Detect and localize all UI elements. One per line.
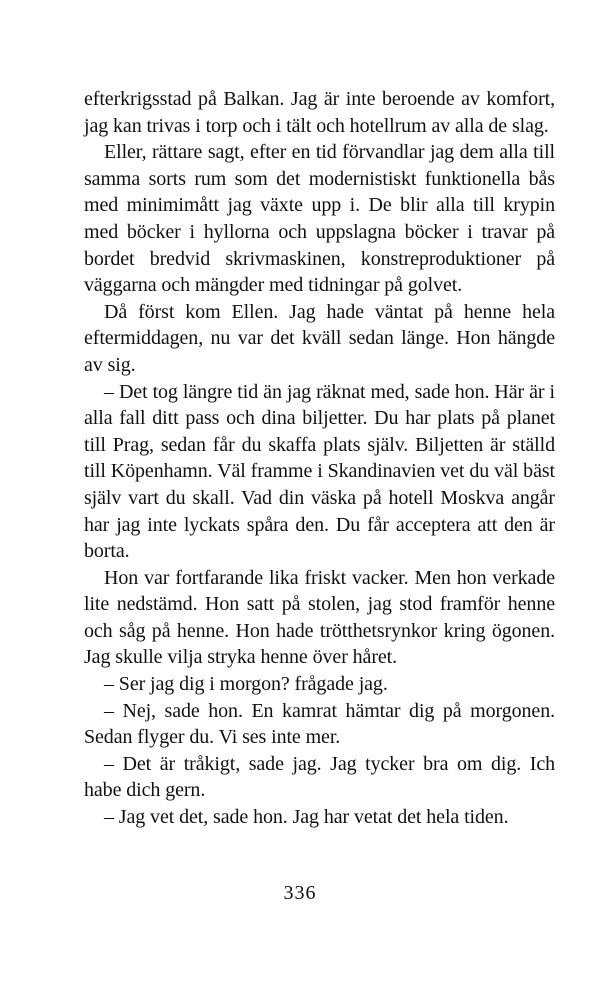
paragraph: – Det tog längre tid än jag räknat med, sade hon. Här är i alla fall ditt pass och dina biljetter. Du har plats på planet till Prag, sedan får du skaffa plats själv. Biljetten är ställd till Köpenhamn. Väl framme i Skandinavien vet du väl bäst själv vart du skall. Vad din väska på hotell Moskva angår har jag inte lyckats spåra den. Du får acceptera att den är borta. (84, 380, 555, 563)
paragraph: – Det är tråkigt, sade jag. Jag tycker bra om dig. Ich habe dich gern. (84, 752, 555, 802)
body-text (84, 86, 555, 831)
paragraph: efterkrigsstad på Balkan. Jag är inte beroende av komfort, jag kan trivas i torp och i tält och hotellrum av alla de slag. (84, 88, 555, 137)
paragraph: Eller, rättare sagt, efter en tid förvandlar jag dem alla till samma sorts rum som det modernistiskt funktionella bås med minimimått jag växte upp i. De blir alla till krypin med böcker i hyllorna och uppslagna böcker i travar på bordet bredvid skrivmaskinen, konstreproduktioner på väggarna och mängder med tidningar på golvet. (84, 141, 555, 297)
paragraph: – Nej, sade hon. En kamrat hämtar dig på morgonen. Sedan flyger du. Vi ses inte mer. (84, 699, 555, 749)
page-number: 336 (283, 882, 317, 904)
paragraph: – Jag vet det, sade hon. Jag har vetat det hela tiden. (104, 806, 509, 829)
paragraph: Då först kom Ellen. Jag hade väntat på henne hela eftermiddagen, nu var det kväll sedan länge. Hon hängde av sig. (84, 300, 555, 376)
paragraph: – Ser jag dig i morgon? frågade jag. (104, 673, 388, 696)
paragraph: Hon var fortfarande lika friskt vacker. Men hon verkade lite nedstämd. Hon satt på stolen, jag stod framför henne och såg på henne. Hon hade trötthetsrynkor kring ögonen. Jag skulle vilja stryka henne över håret. (84, 566, 555, 669)
